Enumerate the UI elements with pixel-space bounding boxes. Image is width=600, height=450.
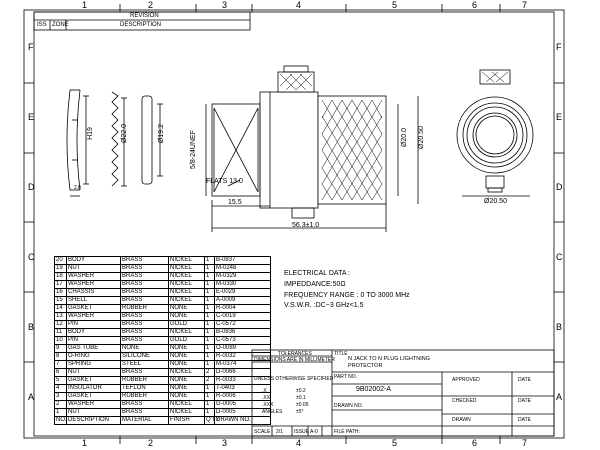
- bom-cell-finish: NICKEL: [169, 289, 205, 297]
- bom-row: [55, 377, 271, 385]
- bom-cell-drawn-no: R-0033: [215, 377, 271, 385]
- zone-left-E: E: [28, 112, 35, 122]
- zone-right-F: F: [556, 42, 562, 52]
- zone-bottom-7: 7: [522, 438, 528, 448]
- bom-cell-description: SPRING: [67, 361, 121, 369]
- electrical-impedance: IMPEDDANCE:50Ω: [284, 281, 346, 288]
- drawn-no-label: DRAWN NO.: [334, 403, 363, 409]
- bom-row: [55, 361, 271, 369]
- bom-cell-finish: NICKEL: [169, 409, 205, 417]
- bom-cell-no: 17: [55, 281, 67, 289]
- bom-cell-drawn-no: B-0837: [215, 257, 271, 265]
- bom-row: [55, 329, 271, 337]
- bom-cell-drawn-no: C-0572: [215, 321, 271, 329]
- bom-cell-description: SHELL: [67, 297, 121, 305]
- zone-bottom-2: 2: [148, 438, 154, 448]
- bom-cell-material: BRASS: [121, 257, 169, 265]
- approved-date: DATE: [518, 377, 531, 383]
- zone-bottom-3: 3: [222, 438, 228, 448]
- title-label: TITLE: [334, 351, 348, 357]
- bom-cell-qty: 1: [205, 313, 215, 321]
- bom-header-material: MATERIAL: [121, 417, 169, 425]
- bom-cell-finish: NICKEL: [169, 257, 205, 265]
- bom-cell-description: PIN: [67, 321, 121, 329]
- bom-cell-finish: NICKEL: [169, 273, 205, 281]
- part-no-value: 9B02002-A: [356, 386, 392, 393]
- bom-cell-finish: NONE: [169, 345, 205, 353]
- bom-row: [55, 273, 271, 281]
- bom-cell-drawn-no: R-0032: [215, 353, 271, 361]
- bom-cell-finish: GOLD: [169, 337, 205, 345]
- bom-cell-qty: 1: [205, 265, 215, 273]
- zone-top-4: 4: [296, 0, 302, 10]
- bom-row: [55, 289, 271, 297]
- bom-cell-qty: 1: [205, 361, 215, 369]
- bom-cell-material: BRASS: [121, 321, 169, 329]
- dim-d20-50-front: Ø20.50: [484, 198, 507, 205]
- tol-xx: .XX: [262, 395, 271, 401]
- bom-cell-material: BRASS: [121, 369, 169, 377]
- bom-cell-no: 11: [55, 329, 67, 337]
- bom-cell-material: BRASS: [121, 273, 169, 281]
- checked-date: DATE: [518, 398, 531, 404]
- issue-label: ISSUE: [294, 429, 310, 435]
- bom-cell-description: WASHER: [67, 313, 121, 321]
- zone-bottom-5: 5: [392, 438, 398, 448]
- bom-cell-finish: GOLD: [169, 321, 205, 329]
- bom-cell-material: RUBBER: [121, 305, 169, 313]
- bom-row: [55, 305, 271, 313]
- bom-cell-description: WASHER: [67, 401, 121, 409]
- bom-row: [55, 385, 271, 393]
- bom-cell-no: 9: [55, 345, 67, 353]
- tol-xx-value: ±0.1: [296, 395, 306, 401]
- bom-cell-drawn-no: M-0329: [215, 273, 271, 281]
- bom-cell-description: PIN: [67, 337, 121, 345]
- bom-cell-no: 8: [55, 353, 67, 361]
- bom-cell-qty: 1: [205, 353, 215, 361]
- bom-cell-description: NUT: [67, 409, 121, 417]
- bom-row: [55, 393, 271, 401]
- bom-cell-material: BRASS: [121, 265, 169, 273]
- zone-top-2: 2: [148, 0, 154, 10]
- bom-cell-description: GASKET: [67, 393, 121, 401]
- bom-cell-finish: NICKEL: [169, 297, 205, 305]
- bom-cell-no: 12: [55, 321, 67, 329]
- bom-row: [55, 321, 271, 329]
- bom-cell-description: WASHER: [67, 273, 121, 281]
- scale-value: 2/1: [276, 429, 283, 435]
- bom-cell-qty: 1: [205, 273, 215, 281]
- tol-xxx: .XXX: [262, 402, 274, 408]
- bom-cell-drawn-no: C-0019: [215, 313, 271, 321]
- revision-desc: DESCRIPTION: [120, 22, 162, 28]
- bom-cell-description: NUT: [67, 265, 121, 273]
- bom-cell-drawn-no: D-0066: [215, 369, 271, 377]
- checked-label: CHECKED: [452, 398, 477, 404]
- tol-angles-value: ±5°: [296, 409, 304, 415]
- bom-cell-drawn-no: O-0089: [215, 345, 271, 353]
- bom-cell-material: BRASS: [121, 409, 169, 417]
- bom-cell-qty: 1: [205, 321, 215, 329]
- bom-cell-finish: NICKEL: [169, 281, 205, 289]
- revision-zone: ZONE: [52, 22, 69, 28]
- bom-cell-drawn-no: B-0836: [215, 329, 271, 337]
- bom-row: [55, 265, 271, 273]
- bom-cell-no: 6: [55, 369, 67, 377]
- bom-cell-material: BRASS: [121, 401, 169, 409]
- bom-cell-no: 20: [55, 257, 67, 265]
- bom-cell-description: CHASSIS: [67, 289, 121, 297]
- bom-cell-drawn-no: R-0006: [215, 393, 271, 401]
- dim-d22: Ø22.0: [121, 123, 129, 144]
- bom-cell-no: 15: [55, 297, 67, 305]
- bom-cell-finish: NONE: [169, 313, 205, 321]
- bom-cell-finish: NONE: [169, 377, 205, 385]
- bom-row: [55, 345, 271, 353]
- bom-cell-qty: 1: [205, 385, 215, 393]
- bom-row: [55, 313, 271, 321]
- bom-row: [55, 257, 271, 265]
- bom-row: [55, 409, 271, 417]
- bom-header-row: [55, 417, 271, 425]
- bom-cell-description: O-RING: [67, 353, 121, 361]
- bom-cell-drawn-no: T-0403: [215, 385, 271, 393]
- bom-cell-drawn-no: R-0004: [215, 305, 271, 313]
- bom-cell-no: 13: [55, 313, 67, 321]
- bom-cell-qty: 1: [205, 305, 215, 313]
- bom-cell-finish: NICKEL: [169, 369, 205, 377]
- zone-top-1: 1: [82, 0, 88, 10]
- bom-cell-no: 4: [55, 385, 67, 393]
- dim-15-5: 15.5: [228, 199, 242, 206]
- bom-cell-drawn-no: E-0029: [215, 289, 271, 297]
- bom-cell-drawn-no: D-0005: [215, 409, 271, 417]
- tol-x: .X: [262, 388, 267, 394]
- bom-header-description: DESCRIPTION: [67, 417, 121, 425]
- dim-thread: 5/8-24UNEF: [189, 130, 197, 169]
- revision-title: REVISION: [130, 13, 159, 19]
- bom-cell-material: TEFLON: [121, 385, 169, 393]
- bom-cell-no: 2: [55, 401, 67, 409]
- electrical-frequency: FREQUENCY RANGE : 0 TO 3000 MHz: [284, 292, 410, 299]
- bom-cell-description: BODY: [67, 329, 121, 337]
- zone-right-A: A: [556, 392, 563, 402]
- bom-cell-no: 16: [55, 289, 67, 297]
- tol-x-value: ±0.2: [296, 388, 306, 394]
- tolerances-label: TOLERANCES: [278, 351, 312, 357]
- zone-right-C: C: [556, 252, 563, 262]
- zone-right-B: B: [556, 322, 563, 332]
- approved-label: APPROVED: [452, 377, 480, 383]
- bom-cell-qty: 1: [205, 337, 215, 345]
- electrical-title: ELECTRICAL DATA :: [284, 270, 350, 277]
- bom-cell-finish: NONE: [169, 353, 205, 361]
- bom-cell-material: SILICONE: [121, 353, 169, 361]
- bom-cell-qty: 1: [205, 281, 215, 289]
- unless-specified: UNLESS OTHERWISE SPECIFIED: [254, 376, 334, 382]
- bom-cell-no: 1: [55, 409, 67, 417]
- bom-cell-description: BODY: [67, 257, 121, 265]
- bom-cell-drawn-no: M-0330: [215, 281, 271, 289]
- bom-header-drawn-no: DRAWN NO.: [215, 417, 271, 425]
- bom-cell-qty: 1: [205, 393, 215, 401]
- bom-cell-description: GASKET: [67, 305, 121, 313]
- bom-row: [55, 369, 271, 377]
- bom-cell-qty: 1: [205, 409, 215, 417]
- zone-top-7: 7: [522, 0, 528, 10]
- bom-cell-description: NUT: [67, 369, 121, 377]
- zone-left-D: D: [28, 182, 35, 192]
- dims-in-mm: DIMENSIONS ARE IN MILLIMETER: [254, 357, 335, 363]
- bom-row: [55, 281, 271, 289]
- bom-cell-drawn-no: A-0009: [215, 297, 271, 305]
- connector-front-view: [457, 70, 533, 196]
- bom-cell-material: BRASS: [121, 281, 169, 289]
- dim-2-8: 2.8: [74, 185, 81, 191]
- connector-side-view: [206, 66, 418, 232]
- zone-right-D: D: [556, 182, 563, 192]
- bom-cell-qty: 1: [205, 257, 215, 265]
- zone-bottom-1: 1: [82, 438, 88, 448]
- bom-cell-finish: NICKEL: [169, 265, 205, 273]
- zone-top-6: 6: [472, 0, 478, 10]
- bom-cell-drawn-no: M-0248: [215, 265, 271, 273]
- zone-left-B: B: [28, 322, 35, 332]
- zone-left-C: C: [28, 252, 35, 262]
- bom-cell-no: 3: [55, 393, 67, 401]
- bom-cell-finish: NONE: [169, 305, 205, 313]
- bom-cell-finish: NICKEL: [169, 329, 205, 337]
- dim-flats: FLATS 13.0: [206, 178, 243, 185]
- bom-cell-qty: 1: [205, 289, 215, 297]
- bom-cell-no: 14: [55, 305, 67, 313]
- electrical-vswr: V.S.W.R. :DC~3 GHz<1.5: [284, 302, 364, 309]
- bom-cell-description: GAS TUBE: [67, 345, 121, 353]
- bom-cell-finish: NICKEL: [169, 401, 205, 409]
- bom-cell-qty: 1: [205, 329, 215, 337]
- zone-bottom-6: 6: [472, 438, 478, 448]
- zone-bottom-4: 4: [296, 438, 302, 448]
- tol-xxx-value: ±0.05: [296, 402, 309, 408]
- bom-cell-finish: NONE: [169, 393, 205, 401]
- file-path-label: FILE PATH:: [334, 429, 360, 435]
- bom-header-no: NO.: [56, 417, 67, 423]
- bom-cell-drawn-no: G-0005: [215, 401, 271, 409]
- bom-cell-drawn-no: M-0374: [215, 361, 271, 369]
- bom-cell-qty: 2: [205, 369, 215, 377]
- bom-cell-finish: NONE: [169, 361, 205, 369]
- bom-cell-qty: 1: [205, 345, 215, 353]
- revision-iss: ISS: [37, 22, 47, 28]
- bom-cell-qty: 1: [205, 401, 215, 409]
- nut-side-view: [67, 90, 89, 196]
- bom-cell-no: 7: [55, 361, 67, 369]
- dim-d19-2: Ø19.2: [158, 123, 166, 144]
- bom-header-qty: Q'TY: [206, 417, 220, 423]
- bom-cell-qty: 1: [205, 297, 215, 305]
- bom-row: [55, 297, 271, 305]
- bom-cell-description: GASKET: [67, 377, 121, 385]
- bom-cell-description: WASHER: [67, 281, 121, 289]
- drawn-label: DRAWN: [452, 417, 471, 423]
- bom-cell-material: BRASS: [121, 329, 169, 337]
- bom-cell-material: NONE: [121, 345, 169, 353]
- issue-value: A-0: [310, 429, 318, 435]
- bom-cell-finish: NONE: [169, 385, 205, 393]
- dim-h19: H19: [86, 127, 94, 140]
- bom-cell-no: 19: [55, 265, 67, 273]
- bom-cell-material: BRASS: [121, 289, 169, 297]
- scale-label: SCALE: [254, 429, 271, 435]
- bom-row: [55, 337, 271, 345]
- zone-top-3: 3: [222, 0, 228, 10]
- bom-cell-material: BRASS: [121, 337, 169, 345]
- bom-row: [55, 401, 271, 409]
- bom-row: [55, 353, 271, 361]
- bom-cell-no: 18: [55, 273, 67, 281]
- bom-cell-material: RUBBER: [121, 377, 169, 385]
- bom-cell-material: BRASS: [121, 313, 169, 321]
- zone-right-E: E: [556, 112, 563, 122]
- bom-cell-drawn-no: C-0573: [215, 337, 271, 345]
- dim-56-3: 56.3±1.0: [292, 222, 320, 229]
- bom-cell-qty: 2: [205, 377, 215, 385]
- title-value: N JACK TO N PLUG LIGHTNING PROTECTOR: [348, 356, 431, 369]
- bom-header-finish: FINISH: [169, 417, 205, 425]
- bom-cell-material: STEEL: [121, 361, 169, 369]
- bom-cell-no: 5: [55, 377, 67, 385]
- bom-cell-material: BRASS: [121, 297, 169, 305]
- zone-left-F: F: [28, 42, 34, 52]
- bom-cell-description: INSULATOR: [67, 385, 121, 393]
- dim-d20-50-side: Ø20.50: [417, 126, 425, 149]
- bom-cell-no: 10: [55, 337, 67, 345]
- dim-d20: Ø20.0: [401, 127, 409, 148]
- part-no-label: PART NO.: [334, 374, 358, 380]
- tol-angles: ANGLES: [262, 409, 283, 415]
- bom-cell-material: RUBBER: [121, 393, 169, 401]
- drawn-date: DATE: [518, 417, 531, 423]
- zone-top-5: 5: [392, 0, 398, 10]
- zone-left-A: A: [28, 392, 35, 402]
